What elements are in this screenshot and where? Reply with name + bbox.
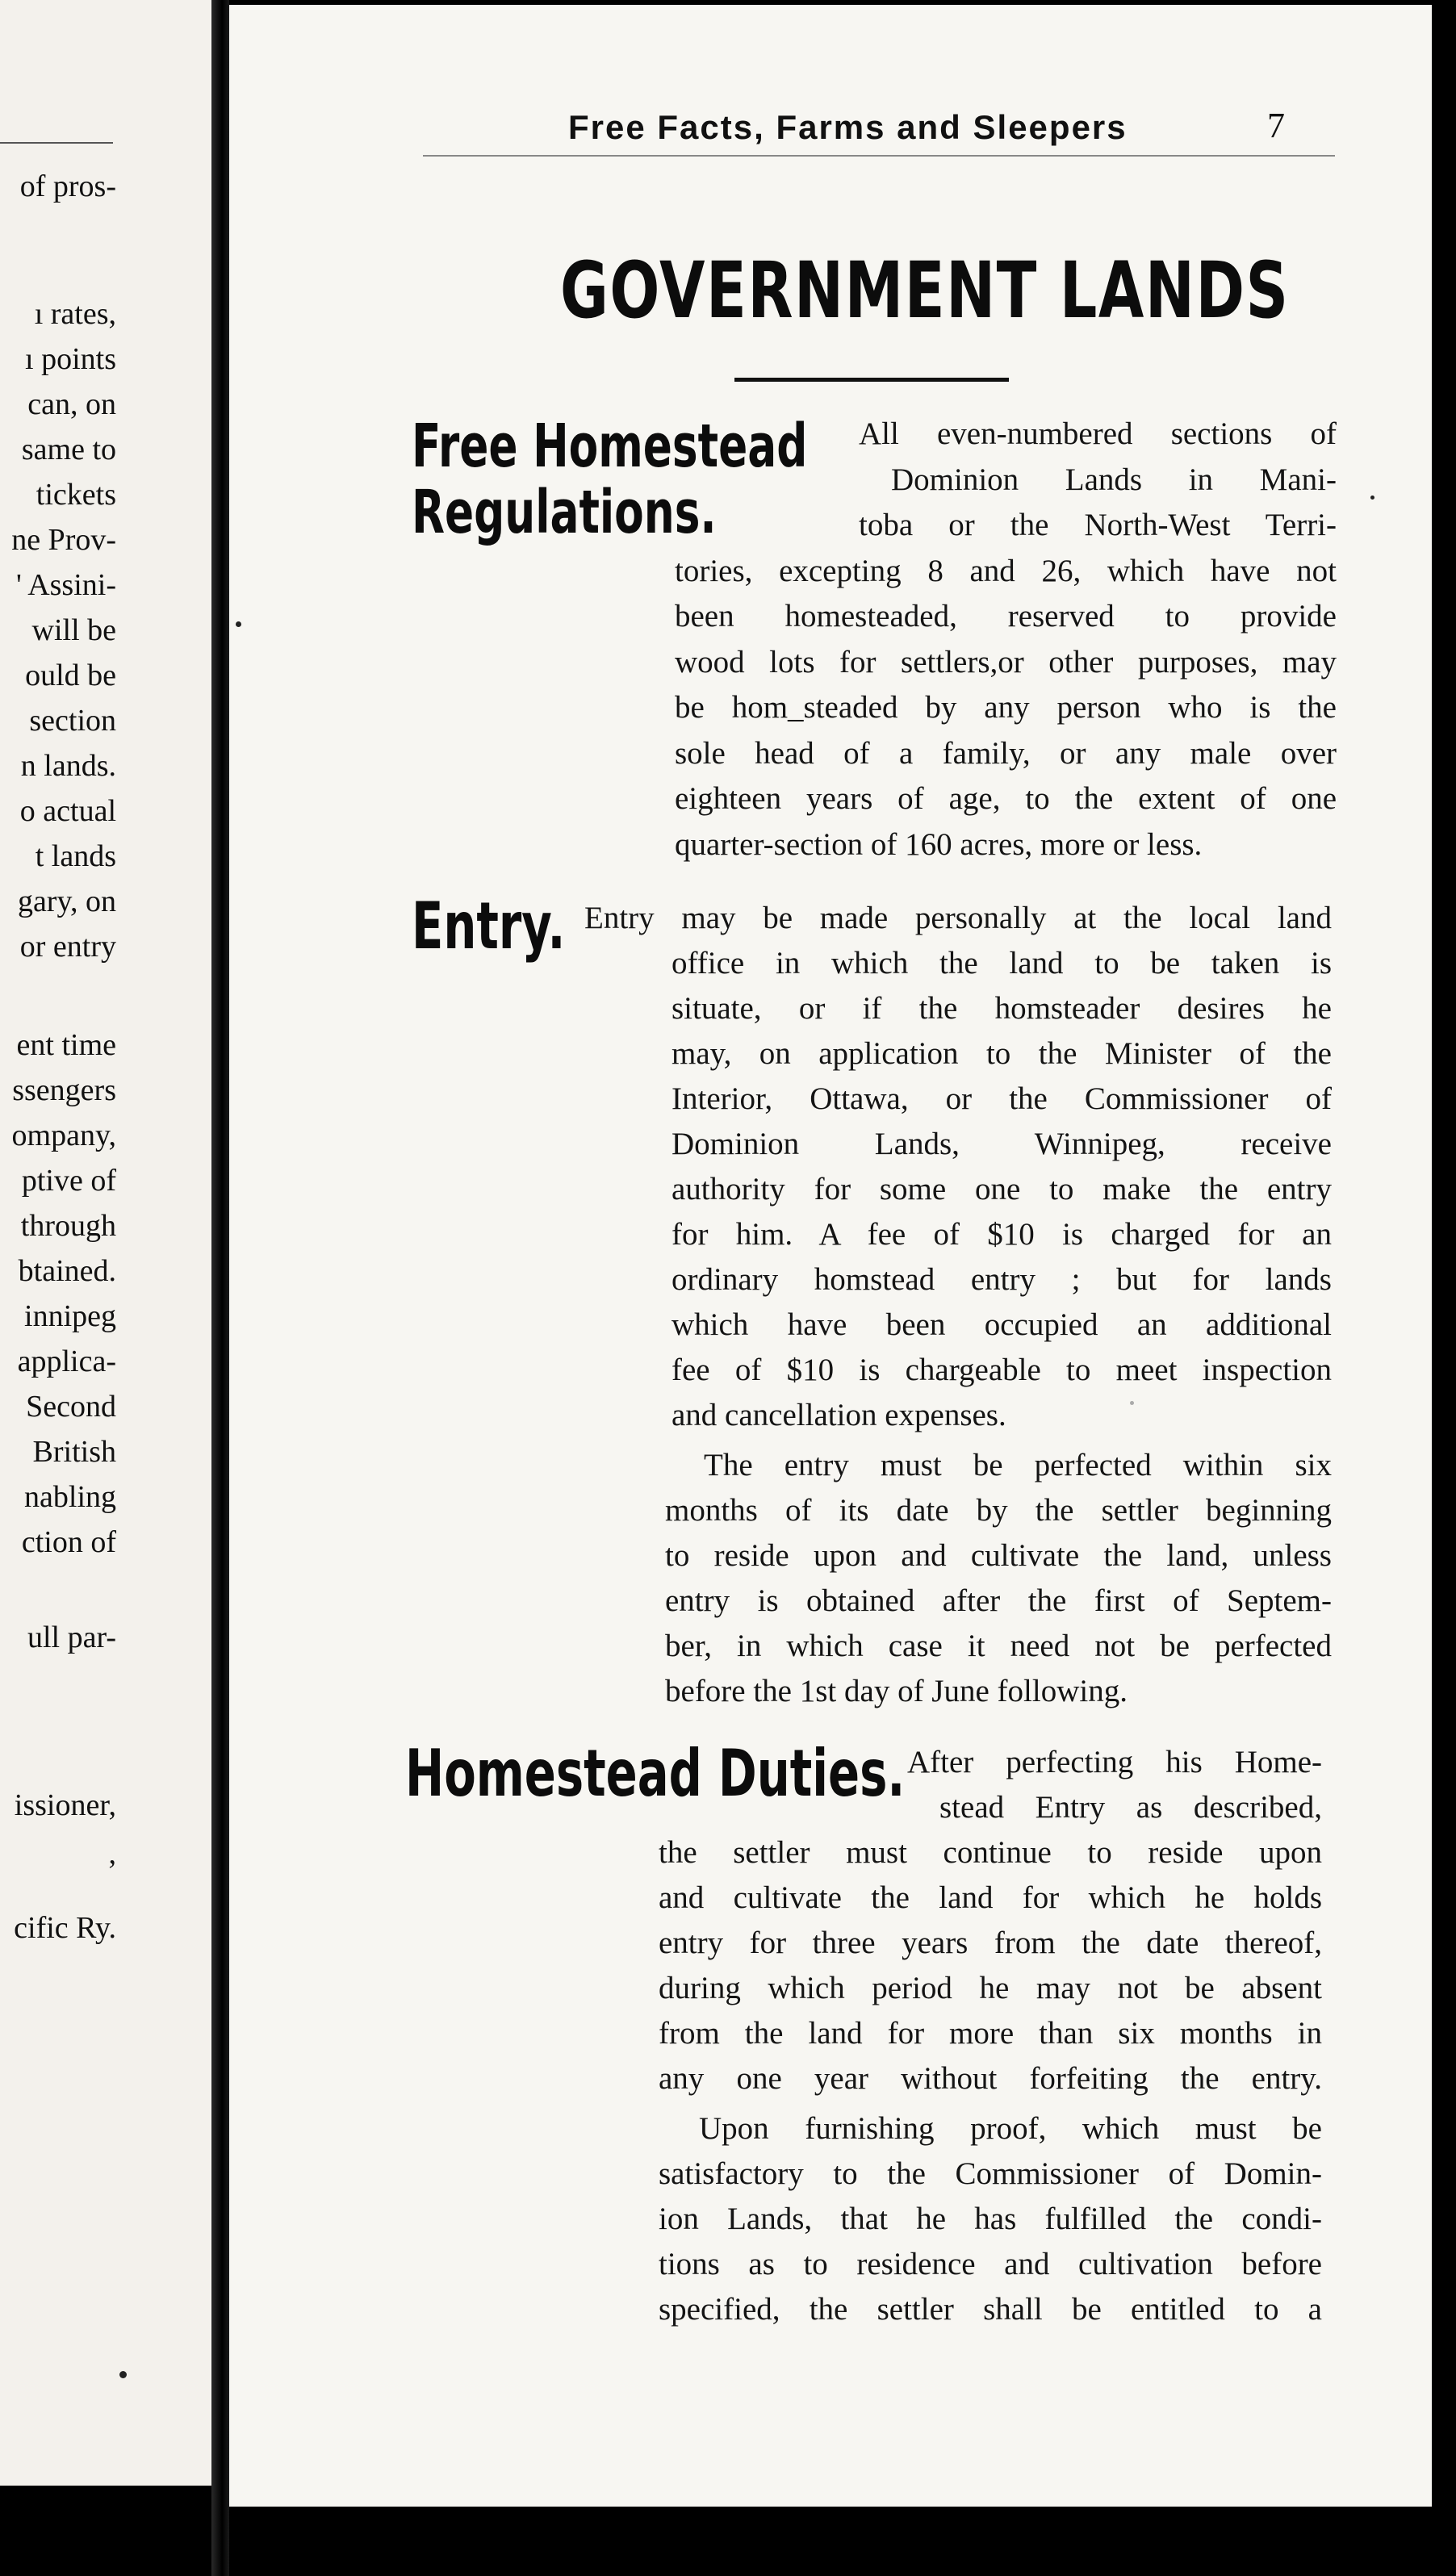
entry-line: fee of $10 is chargeable to meet inspection [672,1354,1332,1387]
duties-line: entry for three years from the date thereof, [659,1927,1322,1960]
duties-line: After perfecting his Home- [907,1746,1322,1779]
left-page-line: ' Assini- [15,568,116,602]
duties-line: Upon furnishing proof, which must be [699,2113,1322,2146]
left-page-line: nabling [24,1480,116,1514]
regulations-line: toba or the North-West Terri- [859,509,1337,542]
entry-line: situate, or if the homsteader desires he [672,993,1332,1026]
left-page-line: through [20,1209,116,1243]
left-page-line: btained. [18,1254,116,1288]
left-page-line: issioner, [14,1788,116,1822]
entry-line: months of its date by the settler beginning [665,1495,1332,1528]
left-page-line: gary, on [17,884,116,918]
left-page-line: ı points [25,342,116,376]
left-page-line: will be [31,613,116,647]
duties-line: from the land for more than six months in [659,2018,1322,2051]
duties-line: satisfactory to the Commissioner of Domin- [659,2158,1322,2191]
regulations-line: quarter-section of 160 acres, more or less. [675,826,1203,862]
left-page-line: ction of [21,1525,116,1559]
regulations-line: wood lots for settlers,or other purposes, may [675,646,1337,680]
left-page-line: , [108,1837,116,1871]
book-gutter [211,0,229,2576]
entry-line: before the 1st day of June following. [665,1674,1128,1708]
left-page-rule [0,142,113,144]
left-page-line: applica- [17,1344,116,1378]
entry-line: to reside upon and cultivate the land, unless [665,1540,1332,1573]
left-page-line: ould be [25,659,116,692]
entry-line: ordinary homstead entry ; but for lands [672,1264,1332,1297]
left-page-line: n lands. [20,749,116,783]
heading-free-homestead: Free Homestead [412,412,808,481]
duties-line: any one year without forfeiting the entry. [659,2063,1322,2096]
regulations-line: All even-numbered sections of [859,418,1337,451]
entry-line: ber, in which case it need not be perfected [665,1630,1332,1663]
header-rule [423,155,1335,157]
entry-line: authority for some one to make the entry [672,1173,1332,1206]
heading-homestead-duties: Homestead Duties. [405,1736,906,1811]
scan-speck [1370,496,1374,500]
left-page-line: o actual [19,794,116,828]
left-page-line: t lands [35,839,116,873]
entry-line: and cancellation expenses. [672,1398,1006,1432]
left-page-line: ompany, [11,1119,116,1152]
left-page-line: cific Ry. [14,1911,116,1945]
page-number: 7 [1267,106,1285,145]
regulations-line: Dominion Lands in Mani- [891,463,1337,497]
left-page-line: innipeg [24,1299,116,1333]
left-page-line: same to [21,433,116,466]
duties-line: during which period he may not be absent [659,1972,1322,2005]
left-page-line: section [29,704,116,738]
heading-regulations: Regulations. [412,478,717,547]
regulations-line: tories, excepting 8 and 26, which have not [675,554,1337,588]
entry-line: for him. A fee of $10 is charged for an [672,1219,1332,1252]
left-facing-page [0,0,220,2486]
regulations-line: eighteen years of age, to the extent of one [675,783,1337,816]
entry-line: which have been occupied an additional [672,1309,1332,1342]
regulations-line: sole head of a family, or any male over [675,737,1337,771]
left-page-line: ssengers [12,1073,116,1107]
title-rule [734,378,1009,382]
duties-line: and cultivate the land for which he holds [659,1882,1322,1915]
entry-line: entry is obtained after the first of Septem- [665,1585,1332,1618]
left-page-line: ull par- [27,1620,116,1654]
entry-line: Dominion Lands, Winnipeg, receive [672,1128,1332,1161]
duties-line: the settler must continue to reside upon [659,1837,1322,1870]
entry-line: Entry may be made personally at the local land [584,902,1332,935]
left-page-line: British [32,1435,116,1469]
duties-line: tions as to residence and cultivation before [659,2248,1322,2281]
left-page-line: ent time [16,1028,116,1062]
entry-line: The entry must be perfected within six [704,1449,1332,1482]
left-page-line: ptive of [21,1164,116,1198]
scan-speck [1130,1401,1134,1405]
running-title: Free Facts, Farms and Sleepers [568,108,1128,146]
left-page-line: can, on [27,387,116,421]
left-page-line: Second [26,1390,116,1424]
left-page-line: ı rates, [34,297,116,331]
duties-line: specified, the settler shall be entitled to a [659,2294,1322,2327]
left-page-line: ne Prov- [11,523,116,557]
left-page-line: of pros- [19,169,116,203]
regulations-line: be hom_steaded by any person who is the [675,692,1337,725]
entry-line: Interior, Ottawa, or the Commissioner of [672,1083,1332,1116]
left-page-line: or entry [19,930,116,964]
duties-line: ion Lands, that he has fulfilled the condi- [659,2203,1322,2236]
regulations-line: been homesteaded, reserved to provide [675,600,1337,634]
main-page [229,5,1432,2507]
entry-line: office in which the land to be taken is [672,947,1332,981]
scan-speck [236,621,241,627]
scan-speck [119,2371,127,2378]
heading-entry: Entry. [412,889,566,964]
entry-line: may, on application to the Minister of the [672,1038,1332,1071]
left-page-line: tickets [36,478,116,512]
duties-line: stead Entry as described, [939,1792,1322,1825]
page-title: GOVERNMENT LANDS [560,245,1290,336]
